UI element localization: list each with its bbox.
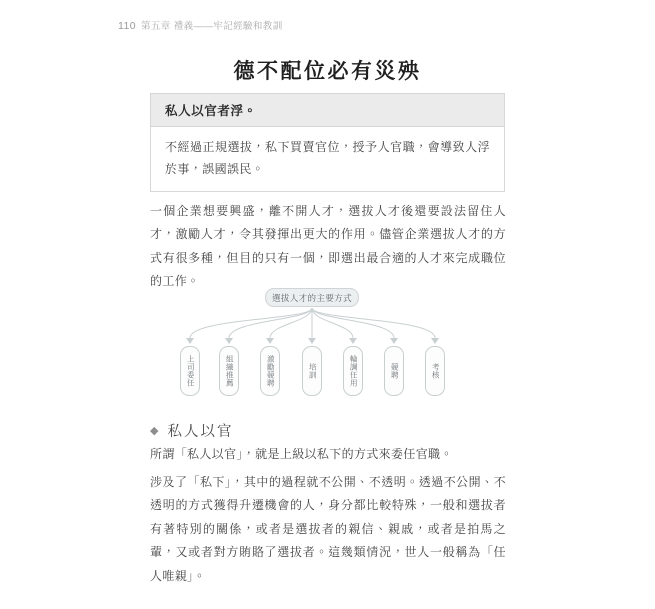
section-heading-label: 私人以官 (167, 424, 234, 440)
diagram-node-2-label: 組織推薦 (225, 355, 235, 387)
diagram-node-1-label: 上司委任 (186, 355, 196, 387)
diagram-node-4 (302, 346, 322, 396)
diagram-node-2 (219, 346, 239, 396)
diagram-node-4-label: 培訓 (308, 363, 318, 379)
diagram-node-3-label: 激勵競聘 (266, 355, 276, 387)
diagram-node-6 (384, 346, 404, 396)
running-chapter-label: 第五章 禮義——牢記經驗和教訓 (140, 21, 283, 32)
diagram-node-5 (343, 346, 363, 396)
running-header (118, 18, 283, 32)
talent-selection-diagram (150, 280, 510, 405)
page-title: 德不配位必有災殃 (233, 60, 422, 83)
quote-box-body: 不經過正規選拔，私下買賣官位，授予人官職，會導致人浮於事，誤國誤民。 (165, 140, 490, 177)
page-folio: 110 (118, 20, 136, 32)
diagram-node-1 (180, 346, 200, 396)
intro-paragraph: 一個企業想要興盛，離不開人才，選拔人才後還要設法留住人才，激勵人才，令其發揮出更大的作用。儘管企業選拔人才的方式有很多種，但目的只有一個，即選出最合適的人才來完成職位的工作。 (150, 204, 506, 289)
diagram-node-7-label: 考核 (431, 363, 441, 379)
diagram-node-6-label: 競聘 (390, 363, 400, 379)
quote-box-heading: 私人以官者浮。 (151, 94, 504, 127)
diagram-node-7 (425, 346, 445, 396)
section-body-paragraph: 涉及了「私下」，其中的過程就不公開、不透明。透過不公開、不透明的方式獲得升遷機會的人，身分都比較特殊，一般和選拔者有著特別的關係，或者是選拔者的親信、親戚，或者是拍馬之輩，又或者對方賄賂了選拔者。這幾類情況，世人一般稱為「任人唯親」。 (150, 475, 506, 583)
section-heading (150, 420, 233, 441)
diamond-bullet-icon: ◆ (150, 425, 161, 437)
diagram-node-5-label: 輪調任用 (349, 355, 359, 387)
section-definition-paragraph: 所謂「私人以官」，就是上級以私下的方式來委任官職。 (150, 447, 453, 461)
quote-box (150, 93, 505, 192)
diagram-node-3 (260, 346, 280, 396)
diagram-root-node: 選拔人才的主要方式 (265, 288, 359, 307)
